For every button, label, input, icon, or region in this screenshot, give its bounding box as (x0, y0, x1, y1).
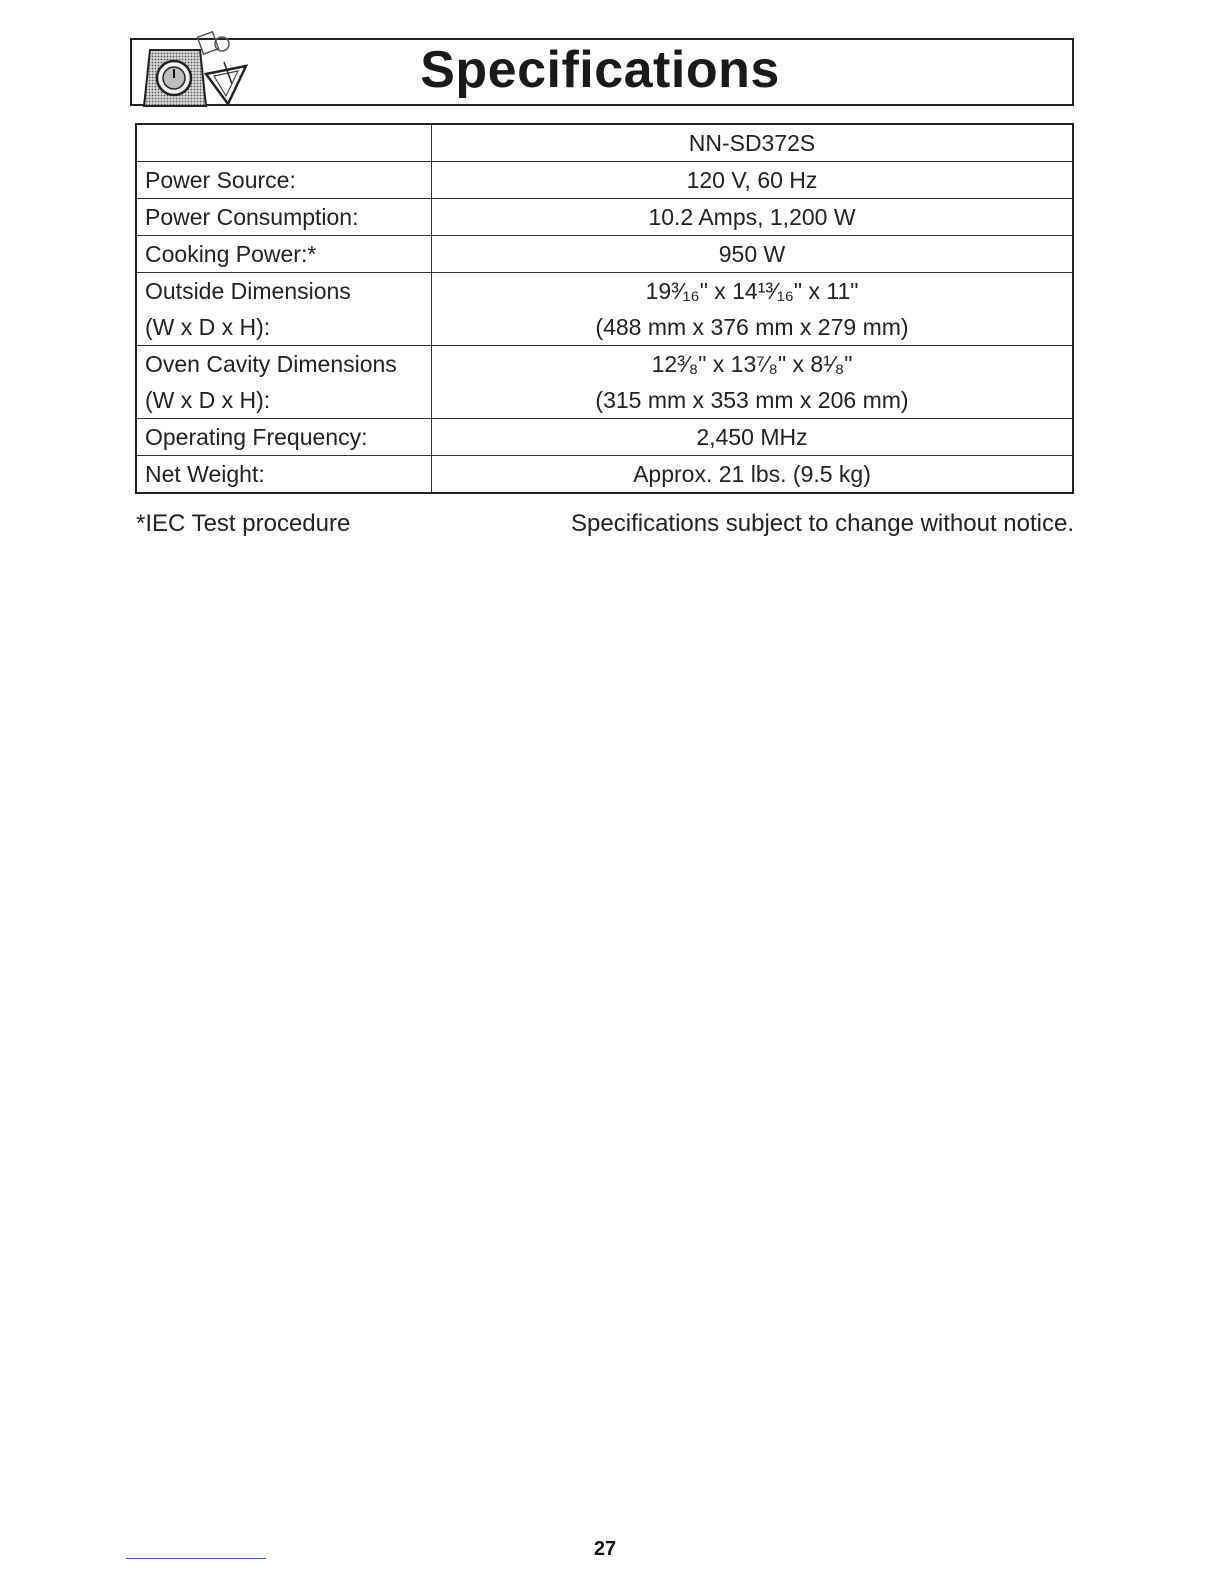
page-title: Specifications (420, 41, 780, 99)
specifications-table (135, 123, 1074, 494)
table-row (136, 199, 1073, 236)
spec-label: Cooking Power:* (136, 236, 432, 273)
table-row (136, 346, 1073, 419)
spec-label: Operating Frequency: (136, 419, 432, 456)
spec-label: Power Source: (136, 162, 432, 199)
table-cell-empty (136, 124, 432, 162)
table-row (136, 124, 1073, 162)
spec-value: 2,450 MHz (432, 419, 1074, 456)
spec-value: 10.2 Amps, 1,200 W (432, 199, 1074, 236)
table-row (136, 162, 1073, 199)
page-header (130, 36, 1074, 106)
spec-label: Oven Cavity Dimensions (W x D x H): (136, 346, 432, 419)
table-row (136, 273, 1073, 346)
table-row (136, 456, 1073, 494)
microwave-timer-icon (136, 22, 266, 110)
table-row (136, 236, 1073, 273)
spec-label: Outside Dimensions (W x D x H): (136, 273, 432, 346)
spec-value: 950 W (432, 236, 1074, 273)
spec-value: 120 V, 60 Hz (432, 162, 1074, 199)
spec-value: 19³⁄₁₆" x 14¹³⁄₁₆" x 11" (488 mm x 376 mm x 279 mm) (432, 273, 1074, 346)
spec-value: 12³⁄₈" x 13⁷⁄₈" x 8¹⁄₈" (315 mm x 353 mm x 206 mm) (432, 346, 1074, 419)
spec-value: Approx. 21 lbs. (9.5 kg) (432, 456, 1074, 494)
footer-link-underline[interactable] (126, 1558, 266, 1559)
model-number-text: NN-SD372S (688, 130, 816, 156)
page-number: 27 (593, 1538, 617, 1560)
spec-label: Net Weight: (136, 456, 432, 494)
spec-label: Power Consumption: (136, 199, 432, 236)
footnote-change-notice: Specifications subject to change without notice. (571, 510, 1074, 537)
model-number (432, 124, 1074, 162)
table-row (136, 419, 1073, 456)
footnote-iec: *IEC Test procedure (136, 510, 351, 537)
